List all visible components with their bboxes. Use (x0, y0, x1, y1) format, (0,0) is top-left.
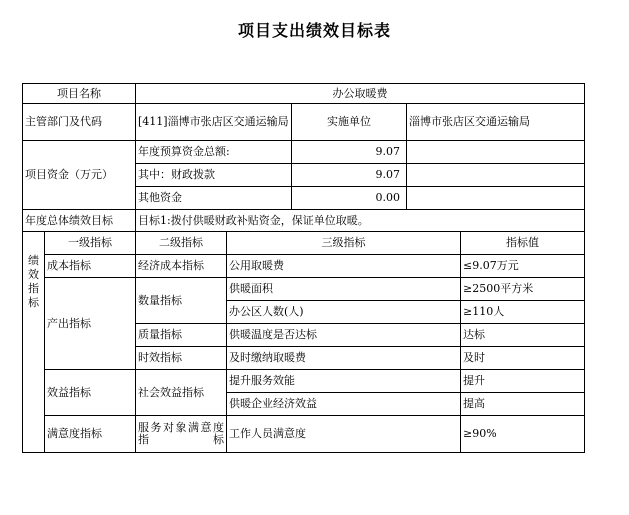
header-level1: 一级指标 (45, 232, 136, 255)
row-project-name (23, 84, 585, 104)
row-satisfaction (23, 416, 585, 453)
row-cost (23, 255, 585, 278)
impl-unit-value: 淄博市张店区交通运输局 (407, 104, 585, 141)
fund-row-label: 其中：财政拨款 (136, 164, 292, 187)
project-name-label: 项目名称 (23, 84, 136, 104)
row-benefit-1 (23, 370, 585, 393)
impl-unit-label: 实施单位 (292, 104, 407, 141)
output-level1: 产出指标 (45, 278, 136, 370)
quality-value: 达标 (461, 324, 585, 347)
fund-row-label: 年度预算资金总额: (136, 141, 292, 164)
benefit-level2: 社会效益指标 (136, 370, 227, 416)
header-value: 指标值 (461, 232, 585, 255)
benefit-value: 提升 (461, 370, 585, 393)
satisfaction-level1: 满意度指标 (45, 416, 136, 453)
timeliness-level3: 及时缴纳取暖费 (227, 347, 461, 370)
indicators-side-label: 绩 效 指 标 (23, 232, 45, 453)
quality-level2: 质量指标 (136, 324, 227, 347)
fund-row-label: 其他资金 (136, 187, 292, 210)
funds-label: 项目资金（万元） (23, 141, 136, 210)
page-title: 项目支出绩效目标表 (237, 21, 391, 40)
quantity-level2: 数量指标 (136, 278, 227, 324)
benefit-level3: 供暖企业经济效益 (227, 393, 461, 416)
benefit-value: 提高 (461, 393, 585, 416)
fund-row-value: 9.07 (292, 141, 407, 164)
annual-goal-label: 年度总体绩效目标 (23, 210, 136, 232)
header-level3: 三级指标 (227, 232, 461, 255)
fund-row-value: 9.07 (292, 164, 407, 187)
quality-level3: 供暖温度是否达标 (227, 324, 461, 347)
cost-level1: 成本指标 (45, 255, 136, 278)
quantity-level3: 供暖面积 (227, 278, 461, 301)
row-indicator-headers (23, 232, 585, 255)
satisfaction-value: ≥90% (461, 416, 585, 453)
benefit-level1: 效益指标 (45, 370, 136, 416)
cost-level2: 经济成本指标 (136, 255, 227, 278)
benefit-level3: 提升服务效能 (227, 370, 461, 393)
fund-row-blank (407, 164, 585, 187)
cost-value: ≤9.07万元 (461, 255, 585, 278)
row-fund-total (23, 141, 585, 164)
satisfaction-level2: 服务对象满意度指标 (136, 416, 227, 453)
department-value: [411]淄博市张店区交通运输局 (136, 104, 292, 141)
department-label: 主管部门及代码 (23, 104, 136, 141)
fund-row-blank (407, 187, 585, 210)
timeliness-level2: 时效指标 (136, 347, 227, 370)
quantity-value: ≥110人 (461, 301, 585, 324)
row-department (23, 104, 585, 141)
row-annual-goal (23, 210, 585, 232)
performance-table (22, 83, 585, 453)
row-output-quantity-1 (23, 278, 585, 301)
satisfaction-level3: 工作人员满意度 (227, 416, 461, 453)
timeliness-value: 及时 (461, 347, 585, 370)
cost-level3: 公用取暖费 (227, 255, 461, 278)
header-level2: 二级指标 (136, 232, 227, 255)
project-name-value: 办公取暖费 (136, 84, 585, 104)
annual-goal-value: 目标1:拨付供暖财政补贴资金，保证单位取暖。 (136, 210, 585, 232)
fund-row-value: 0.00 (292, 187, 407, 210)
quantity-level3: 办公区人数(人) (227, 301, 461, 324)
fund-row-blank (407, 141, 585, 164)
quantity-value: ≥2500平方米 (461, 278, 585, 301)
